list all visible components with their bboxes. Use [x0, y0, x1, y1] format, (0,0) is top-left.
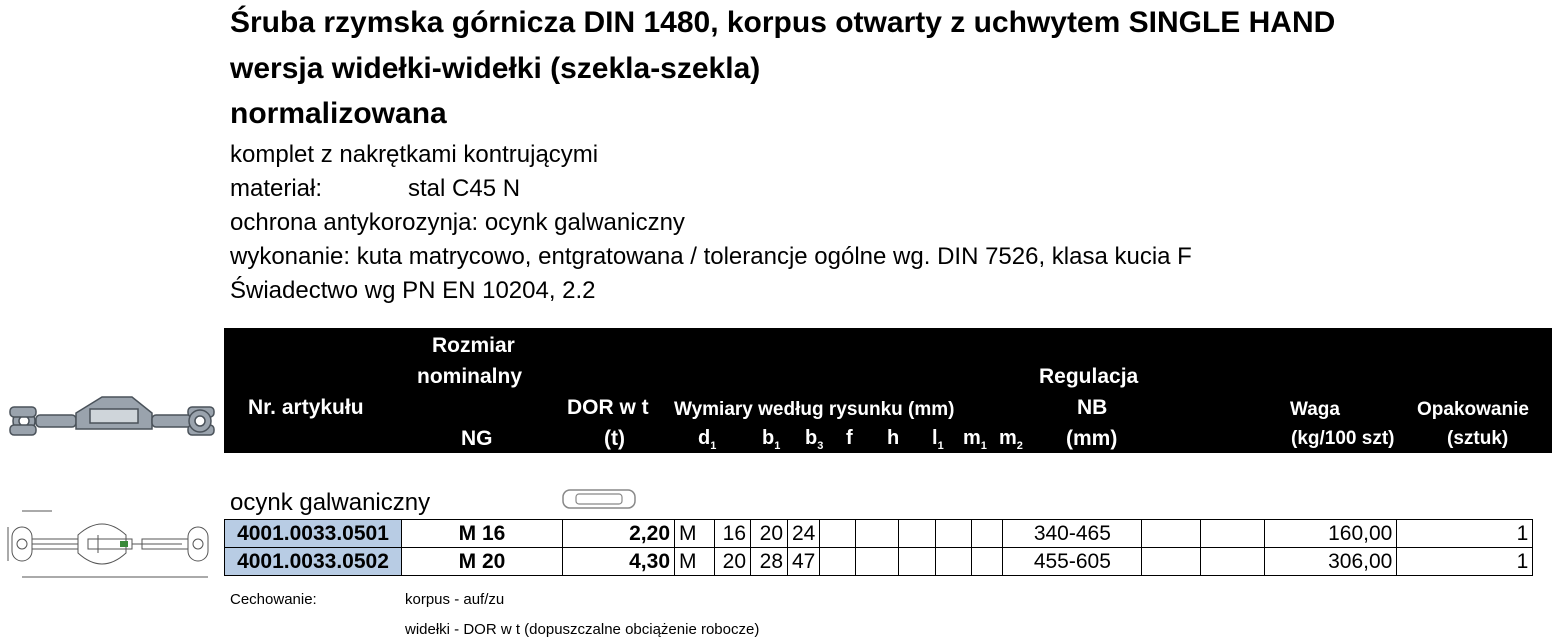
page-subtitle-normalized: normalizowana — [230, 97, 447, 130]
notes-line2: widełki - DOR w t (dopuszczalne obciążenie robocze) — [405, 621, 760, 638]
row-empty-1 — [1142, 520, 1201, 548]
row-wll: 4,30 — [563, 548, 675, 576]
table-row — [225, 548, 1533, 576]
row-empty-2 — [1201, 520, 1265, 548]
row-empty-1 — [1142, 548, 1201, 576]
info-material-label: materiał: — [230, 175, 323, 202]
header-wll: DOR w t — [567, 396, 649, 419]
row-pack: 1 — [1397, 548, 1533, 576]
row-d1-prefix: M — [675, 520, 715, 548]
table-header — [224, 328, 1552, 453]
header-sym-f: f — [846, 427, 853, 449]
header-sym-m1: $m_1$ — [963, 427, 987, 452]
header-pack-unit: (sztuk) — [1447, 428, 1509, 449]
header-adjust-line2: NB — [1077, 396, 1108, 419]
header-size-line2: nominalny — [417, 365, 523, 388]
row-b3: 24 — [788, 520, 820, 548]
row-m2 — [972, 520, 1003, 548]
product-table — [224, 519, 1533, 576]
page-subtitle: wersja widełki-widełki (szekla-szekla) — [230, 52, 761, 85]
row-nominal-size: M 16 — [402, 520, 563, 548]
notes-line1: korpus - auf/zu — [405, 591, 505, 608]
row-adjustment: 340-465 — [1003, 520, 1142, 548]
row-l1 — [899, 548, 936, 576]
info-kit: komplet z nakrętkami kontrującymi — [230, 141, 599, 168]
table-row — [225, 520, 1533, 548]
header-wll-unit: (t) — [604, 427, 625, 450]
row-weight: 160,00 — [1265, 520, 1397, 548]
technical-drawing — [2, 505, 220, 585]
row-weight: 306,00 — [1265, 548, 1397, 576]
row-b1: 20 — [751, 520, 788, 548]
row-h — [856, 520, 899, 548]
header-article: Nr. artykułu — [248, 396, 364, 419]
info-protection: ochrona antykorozynja: ocynk galwaniczny — [230, 209, 685, 236]
header-sym-l1: $l_1$ — [932, 427, 944, 452]
header-weight-unit: (kg/100 szt) — [1291, 428, 1395, 449]
row-empty-2 — [1201, 548, 1265, 576]
row-m2 — [972, 548, 1003, 576]
row-d1: 20 — [715, 548, 751, 576]
row-d1-prefix: M — [675, 548, 715, 576]
header-size-line1: Rozmiar — [432, 334, 515, 357]
header-adjust-unit: (mm) — [1066, 427, 1118, 450]
info-certificate: Świadectwo wg PN EN 10204, 2.2 — [230, 277, 596, 304]
row-l1 — [899, 520, 936, 548]
row-nominal-size: M 20 — [402, 548, 563, 576]
header-size-ng: NG — [461, 427, 493, 450]
row-wll: 2,20 — [563, 520, 675, 548]
row-f — [820, 548, 856, 576]
row-b1: 28 — [751, 548, 788, 576]
header-sym-b1: $b_1$ — [762, 427, 781, 452]
row-b3: 47 — [788, 548, 820, 576]
section-label: ocynk galwaniczny — [230, 489, 431, 516]
header-sym-d1: $d_1$ — [698, 427, 717, 452]
header-dimensions: Wymiary według rysunku (mm) — [674, 399, 955, 420]
header-adjust-line1: Regulacja — [1039, 365, 1139, 388]
header-sym-h: h — [887, 427, 900, 449]
row-m1 — [936, 548, 972, 576]
row-d1: 16 — [715, 520, 751, 548]
info-material-value: stal C45 N — [408, 175, 521, 202]
row-article-number[interactable]: 4001.0033.0501 — [225, 520, 402, 548]
row-pack: 1 — [1397, 520, 1533, 548]
row-m1 — [936, 520, 972, 548]
row-h — [856, 548, 899, 576]
header-weight: Waga — [1290, 399, 1340, 420]
row-adjustment: 455-605 — [1003, 548, 1142, 576]
header-sym-b3: $b_3$ — [805, 427, 824, 452]
notes-label: Cechowanie: — [230, 591, 317, 608]
header-sym-m2: $m_2$ — [999, 427, 1023, 452]
info-execution: wykonanie: kuta matrycowo, entgratowana / tolerancje ogólne wg. DIN 7526, klasa kucia F — [230, 243, 1192, 270]
row-f — [820, 520, 856, 548]
page-title: Śruba rzymska górnicza DIN 1480, korpus otwarty z uchwytem SINGLE HAND — [230, 6, 1336, 39]
row-article-number[interactable]: 4001.0033.0502 — [225, 548, 402, 576]
header-pack: Opakowanie — [1417, 399, 1529, 420]
turnbuckle-body-icon — [560, 486, 638, 512]
product-photo — [2, 385, 220, 453]
